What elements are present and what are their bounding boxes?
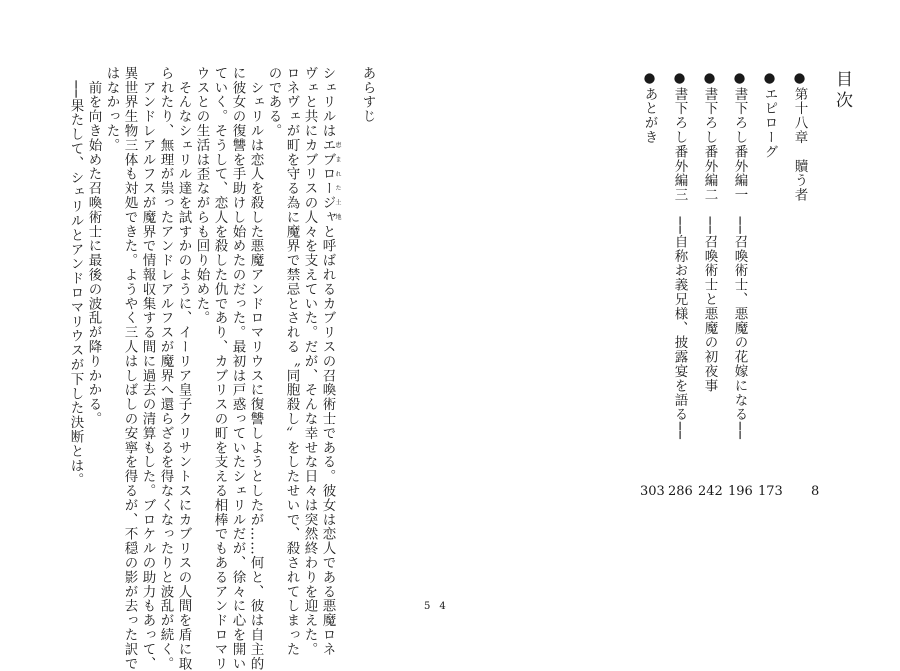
toc-entry [672, 70, 686, 440]
synopsis-title: あらすじ [359, 66, 376, 124]
synopsis-text: と呼ばれるカブリスの召喚術士である。彼女は恋人である悪魔ロネ [319, 224, 336, 657]
folio-page-number: 54 [424, 601, 455, 612]
toc-entry-label: 書下ろし番外編一 ──召喚術士、悪魔の花嫁になる── [731, 86, 748, 440]
synopsis-line: そんなシェリル達を試すかのように、イーリア皇子クリサントスにカブリスの人間を盾に取 [175, 66, 192, 671]
synopsis-ruby [319, 138, 341, 225]
toc-page-number: 286 [668, 484, 693, 499]
toc-page-number: 196 [728, 484, 753, 499]
toc-entry-label: 書下ろし番外編二 ──召喚術士と悪魔の初夜事 [701, 86, 718, 393]
synopsis-line: シェリルは恋人を殺した悪魔アンドロマリウスに復讐しようとしたが……何と、彼は自主的 [247, 66, 264, 671]
toc-entry [642, 70, 656, 145]
bullet-icon: ● [641, 70, 658, 87]
toc-page-number: 242 [698, 484, 723, 499]
bullet-icon: ● [761, 70, 778, 87]
synopsis-line: 異世界生物三体も対処できた。ようやく三人はしばしの安寧を得るが、不穏の影が去った訳で [121, 66, 138, 671]
synopsis-line: 前を向き始めた召喚術士に最後の波乱が降りかかる。 [85, 66, 102, 426]
synopsis-line: ていく。そうして、恋人を殺した仇であり、カブリスの町を支える相棒でもあるアンドロマリ [211, 66, 228, 671]
toc-entry [702, 70, 716, 393]
synopsis-line: に彼女の復讐を手助けし始めたのだった。最初は戸惑っていたシェリルだが、徐々に心を開い [229, 66, 246, 671]
toc-page-number: 8 [811, 484, 820, 499]
bullet-icon: ● [671, 70, 688, 87]
toc-entry [792, 70, 806, 202]
toc-entry-label: 書下ろし番外編三 ──自称お義兄様、披露宴を語る── [671, 86, 688, 440]
toc-entry-label: 第十八章 贖う者 [791, 86, 808, 203]
ruby-text: 恵まれた土地 [334, 138, 341, 225]
toc-page-number: 173 [758, 484, 783, 499]
toc-entry [732, 70, 746, 440]
synopsis-line: ──果たして、シェリルとアンドロマリウスが下した決断とは。 [67, 66, 84, 488]
synopsis-line: はなかった。 [103, 66, 120, 153]
synopsis-line: ロネヴェが町を守る為に魔界で禁忌とされる〝同胞殺し〟をしたせいで、殺されてしまった [283, 66, 300, 657]
synopsis-line: ウスとの生活は歪ながらも回り始めた。 [193, 66, 210, 326]
synopsis-line: ヴェと共にカブリスの人々を支えていた。だが、そんな幸せな日々は突然終わりを迎えた。 [301, 66, 318, 657]
toc-entry-label: エピローグ [761, 86, 778, 159]
synopsis-line: のである。 [265, 66, 282, 138]
toc-entry-label: あとがき [641, 86, 658, 145]
bullet-icon: ● [701, 70, 718, 87]
bullet-icon: ● [791, 70, 808, 87]
synopsis-line: アンドレアルフスが魔界で情報収集する間に過去の清算もした。ブロケルの助力もあって、 [139, 66, 156, 671]
synopsis-line: られたり、無理が祟ったアンドレアルフスが魔界へ還らざるを得なくなったりと波乱が続く。 [157, 66, 174, 671]
synopsis-text: シェリルは [319, 66, 336, 138]
toc-title: 目次 [832, 70, 852, 112]
bullet-icon: ● [731, 70, 748, 87]
ruby-base: エブロージャ [319, 138, 336, 225]
toc-page-number: 303 [640, 484, 665, 499]
synopsis-line [320, 66, 341, 656]
toc-entry [762, 70, 776, 159]
